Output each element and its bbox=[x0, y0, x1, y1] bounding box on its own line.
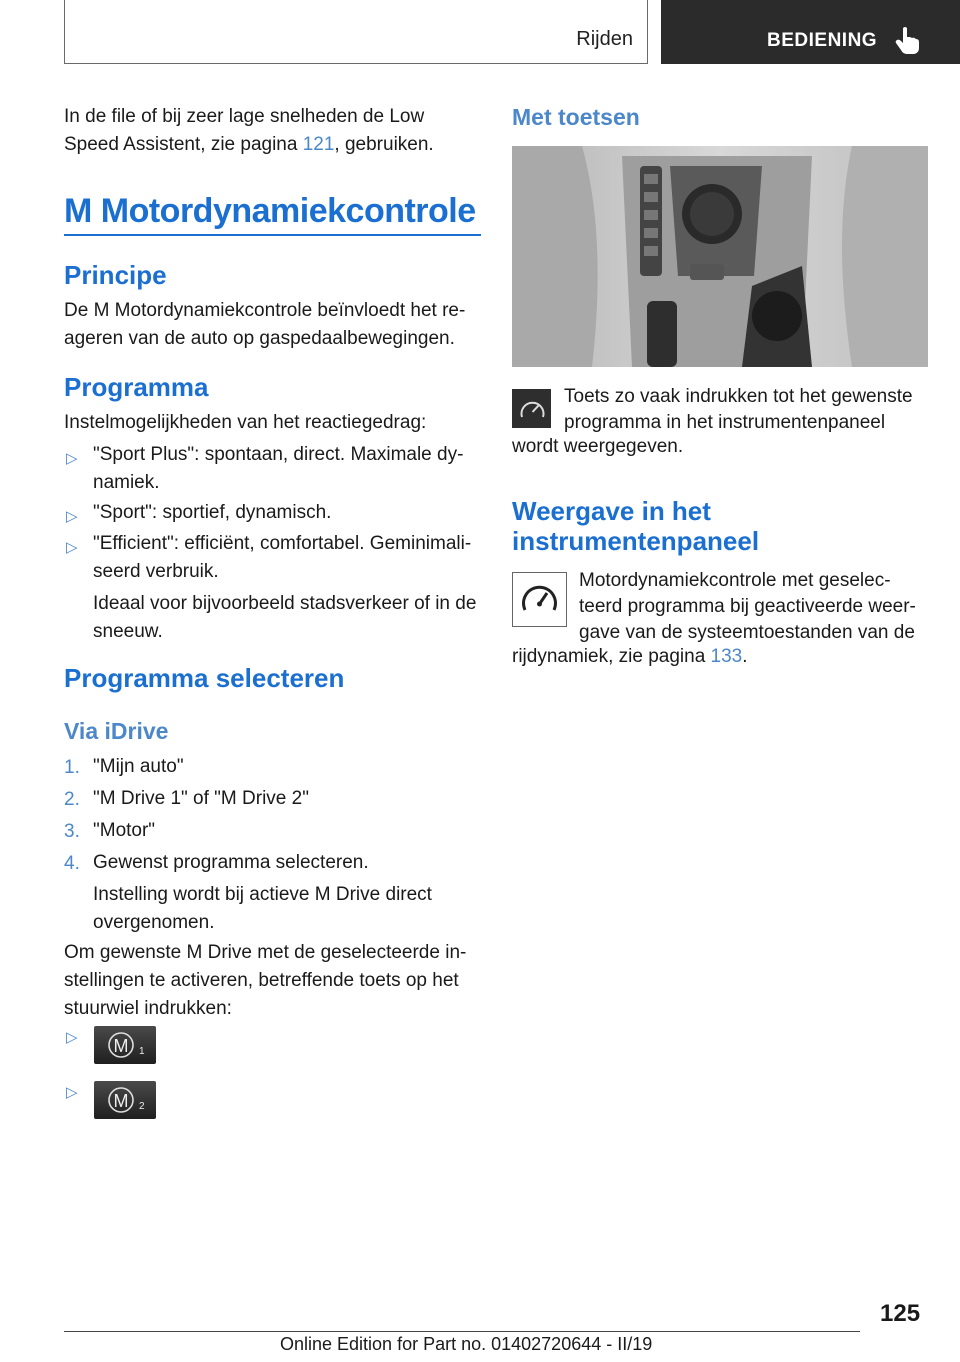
bullet-3-line1: "Efficient": efficiënt, comfortabel. Geminimali- bbox=[93, 533, 472, 554]
toets-line2: programma in het instrumentenpaneel bbox=[564, 412, 886, 433]
principe-line1: De M Motordynamiekcontrole beïnvloedt het re- bbox=[64, 300, 466, 321]
toetsen-heading: Met toetsen bbox=[512, 104, 640, 130]
step-number: 2. bbox=[64, 789, 80, 810]
step-4-extra1: Instelling wordt bij actieve M Drive direct bbox=[93, 884, 432, 905]
intro-text-end: , gebruiken. bbox=[334, 134, 434, 155]
weergave-line3: gave van de systeemtoestanden van de bbox=[579, 622, 915, 643]
toets-line3: wordt weergegeven. bbox=[512, 436, 684, 457]
title-rule bbox=[64, 234, 481, 236]
weergave-line1: Motordynamiekcontrole met geselec- bbox=[579, 570, 891, 591]
weergave-heading-line2: instrumentenpaneel bbox=[512, 526, 760, 556]
idrive-heading: Via iDrive bbox=[64, 718, 169, 744]
pointing-hand-icon bbox=[895, 26, 921, 54]
bullet-1-line1: "Sport Plus": spontaan, direct. Maximale dy- bbox=[93, 444, 464, 465]
programma-intro: Instelmogelijkheden van het reactiegedrag: bbox=[64, 412, 427, 433]
intro-text: Speed Assistent, zie pagina bbox=[64, 134, 303, 155]
header-chapter-label: BEDIENING bbox=[767, 30, 878, 51]
step-4-extra2: overgenomen. bbox=[93, 912, 215, 933]
m-drive-2-button-icon bbox=[94, 1081, 156, 1119]
bullet-3-extra2: sneeuw. bbox=[93, 621, 163, 642]
select-heading: Programma selecteren bbox=[64, 663, 345, 693]
intro-line2 bbox=[64, 130, 434, 160]
weergave-line2: teerd programma bij geactiveerde weer- bbox=[579, 596, 916, 617]
principe-heading: Principe bbox=[64, 260, 167, 290]
step-1: "Mijn auto" bbox=[93, 756, 184, 777]
step-number: 4. bbox=[64, 853, 80, 874]
intro-line1: In de file of bij zeer lage snelheden de Low bbox=[64, 106, 425, 127]
step-number: 1. bbox=[64, 757, 80, 778]
outro-line3: stuurwiel indrukken: bbox=[64, 998, 232, 1019]
bullet-marker: ▷ bbox=[66, 539, 78, 556]
step-2: "M Drive 1" of "M Drive 2" bbox=[93, 788, 309, 809]
page-link-133[interactable]: 133 bbox=[710, 646, 743, 667]
bullet-3-line2: seerd verbruik. bbox=[93, 561, 219, 582]
page-number: 125 bbox=[880, 1300, 921, 1327]
page-link-121[interactable]: 121 bbox=[302, 134, 335, 155]
principe-line2: ageren van de auto op gaspedaalbewegingen. bbox=[64, 328, 455, 349]
speedometer-display-icon bbox=[512, 572, 567, 627]
bullet-marker: ▷ bbox=[66, 1029, 78, 1046]
outro-line2: stellingen te activeren, betreffende toets op het bbox=[64, 970, 459, 991]
weergave-heading-line1: Weergave in het bbox=[512, 496, 711, 526]
step-4: Gewenst programma selecteren. bbox=[93, 852, 369, 873]
footer-rule bbox=[64, 1331, 860, 1332]
svg-text:2: 2 bbox=[139, 1101, 145, 1112]
svg-text:1: 1 bbox=[139, 1046, 145, 1057]
m-drive-1-button-icon bbox=[94, 1026, 156, 1064]
footer-edition: Online Edition for Part no. 01402720644 - II/19 bbox=[280, 1334, 653, 1354]
bullet-3-extra1: Ideaal voor bijvoorbeeld stadsverkeer of in de bbox=[93, 593, 477, 614]
bullet-1-line2: namiek. bbox=[93, 472, 160, 493]
header-section-tab bbox=[64, 0, 648, 64]
bullet-marker: ▷ bbox=[66, 1084, 78, 1101]
svg-text:M: M bbox=[113, 1036, 129, 1056]
step-number: 3. bbox=[64, 821, 80, 842]
bullet-marker: ▷ bbox=[66, 508, 78, 525]
svg-text:M: M bbox=[113, 1091, 129, 1111]
outro-line1: Om gewenste M Drive met de geselecteerde in- bbox=[64, 942, 467, 963]
bullet-2-line1: "Sport": sportief, dynamisch. bbox=[93, 502, 332, 523]
header-section-label: Rijden bbox=[576, 28, 633, 50]
bullet-marker: ▷ bbox=[66, 450, 78, 467]
step-3: "Motor" bbox=[93, 820, 156, 841]
programma-heading: Programma bbox=[64, 372, 209, 402]
toets-line1: Toets zo vaak indrukken tot het gewenste bbox=[564, 386, 913, 407]
header-chapter-tab bbox=[661, 0, 960, 64]
weergave-text-end: . bbox=[742, 646, 748, 667]
page-title: M Motordynamiekcontrole bbox=[64, 192, 476, 230]
weergave-text: rijdynamiek, zie pagina bbox=[512, 646, 711, 667]
speedometer-button-icon bbox=[512, 389, 551, 428]
weergave-line4 bbox=[512, 642, 748, 672]
center-console-photo bbox=[512, 146, 928, 367]
